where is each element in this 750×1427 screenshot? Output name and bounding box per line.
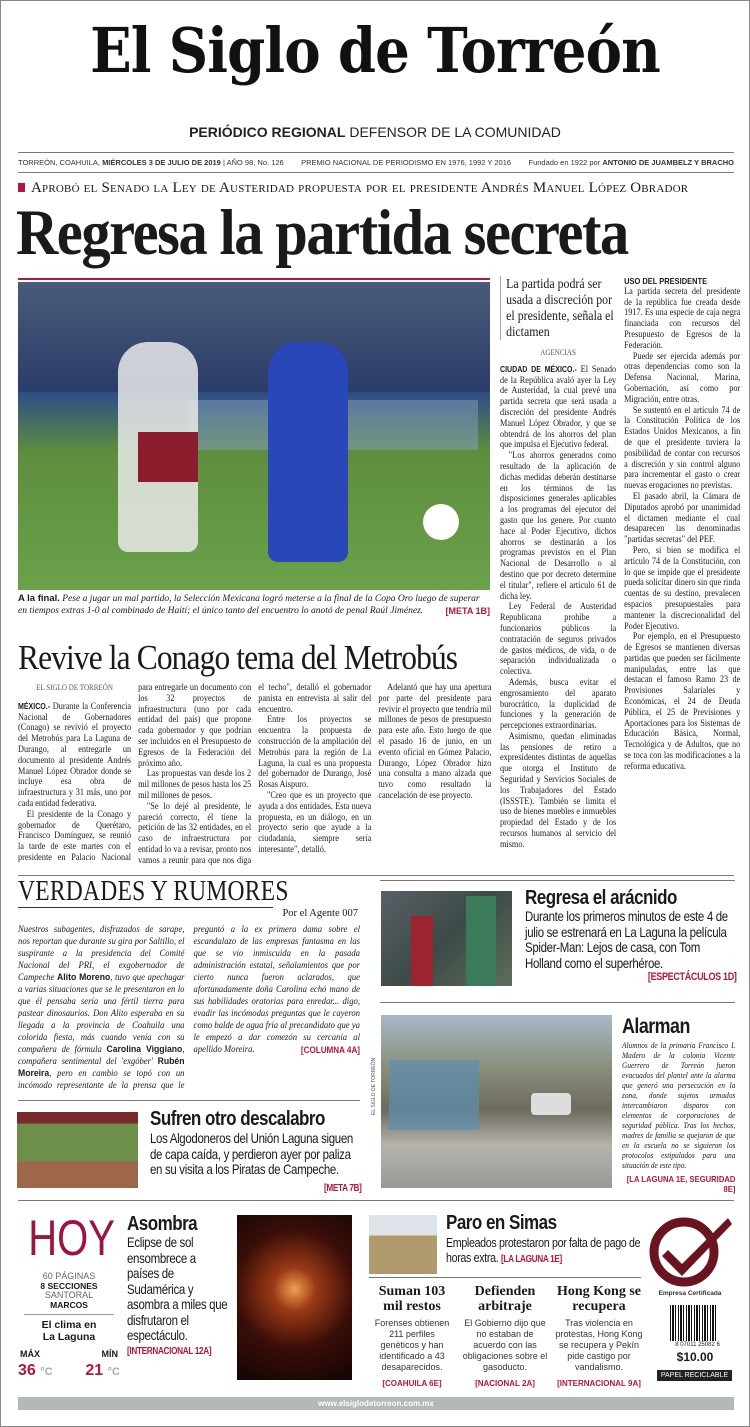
- divider: [380, 1002, 735, 1003]
- column-body: Nuestros subagentes, disfrazados de sarape, nos reportan que durante su gira por Saltillo, el suspirante a la presidencia del Comité Nacional del PRI, el exgobernador de Campeche Alito Moreno, tuvo que apechugar a varias situaciones que se le presentaron en lo que él pensaba sería una fértil tierra para pastear dinosaurios. Don Alito esperaba en su llegada a la provincia de Coahuila una colorida fiesta, más cuando venía con su compañera de fórmula Carolina Viggiano, compañera sentimental del 'exgóber' Rubén Moreira, pero en cambio se topó con un incómodo representante de la prensa que le preguntó a la ex primera dama sobre el escandalazo de las empresas fantasma en las que se vio inmiscuida en la pasada administración estatal, señalamientos que por cierto nunca fueron aclarados, que afortunadamente doña Carolina echó mano de sus habilidades oratorias para enredar... digo, evadir las incómodas preguntas que le cayeron como balde de agua fría al precandidato que ya le empezó a dar comezón su cercanía al apellido Moreira. [COLUMNA 4A]: [18, 924, 360, 1091]
- lead-byline: AGENCIAS: [540, 348, 576, 357]
- brief-item: [555, 1284, 643, 1388]
- divider: [18, 1200, 734, 1201]
- eclipse-photo[interactable]: [237, 1215, 352, 1380]
- aracnido-ref-link[interactable]: [ESPECTÁCULOS 1D]: [647, 971, 737, 983]
- award: PREMIO NACIONAL DE PERIODISMO EN 1976, 1992 Y 2016: [301, 158, 512, 167]
- brief-headline[interactable]: Hong Kong se recupera: [556, 1284, 641, 1314]
- asombra-ref-link[interactable]: [INTERNACIONAL 12A]: [127, 1345, 212, 1357]
- alarman-ref-link[interactable]: [LA LAGUNA 1E, SEGURIDAD 8E]: [626, 1174, 736, 1194]
- column-title: VERDADES Y RUMORES: [18, 876, 289, 907]
- conago-byline: EL SIGLO DE TORREÓN: [36, 683, 113, 692]
- divider: [380, 880, 735, 881]
- spiderman-photo[interactable]: [381, 891, 512, 986]
- footer-url-bar[interactable]: www.elsiglodetorreon.com.mx: [18, 1397, 734, 1410]
- edition-info: [18, 158, 734, 167]
- column-ref-link[interactable]: [COLUMNA 4A]: [300, 1045, 360, 1055]
- simas-photo[interactable]: [369, 1215, 437, 1274]
- brief-text: Tras violencia en protestas, Hong Kong se recupera y Pekín pide castigo por vandalismo.: [555, 1318, 643, 1372]
- alarman-headline[interactable]: Alarman: [622, 1015, 690, 1038]
- barcode-number: 8 07011 25082 6: [675, 1342, 720, 1348]
- tagline-rest: DEFENSOR DE LA COMUNIDAD: [349, 124, 561, 140]
- asombra-text: Eclipse de sol ensombrece a países de Sudamérica y asombra a miles que disfrutaron el espectáculo.: [127, 1234, 228, 1343]
- lead-body: La partida podrá ser usada a discreción por el presidente, señala el dictamen AGENCIAS CIUDAD DE MÉXICO.- El Senado de la República avaló ayer la Ley de Austeridad, la cual prevé una partida secreta que será usada a discreción del presidente Andrés Manuel López Obrador, y que se obtendrá de los ahorros del plan que impulsa el Ejecutivo federal. "Los ahorros generados como resultado de la aplicación de dichas medidas deberán destinarse en los términos de las disposiciones generales aplicables a los programas del ejecutor del gasto que los genere. Por cuanto hace al Poder Ejecutivo, dichos ahorros se destinarán a los programas previstos en el Plan Nacional de Desarrollo o al destino que por decreto determine el titular", refiere el artículo 61 de dicha ley. Ley Federal de Austeridad Republicana prohíbe a funcionarios públicos la contratación de seguros privados de gastos médicos, de vida, o de separación individualizada o colectiva. Además, busca evitar el engrosamiento del aparato burocrático, la duplicidad de funciones y la generación de percepciones extraordinarias. Asimismo, quedan eliminadas las pensiones de retiro a expresidentes distintas de aquellas que otorga el Instituto de Seguridad y Servicios Sociales de los Trabajadores del Estado (ISSSTE). También se limita el uso de bienes muebles e inmuebles propiedad del Estado y de los recursos humanos al servicio del mismo. USO DEL PRESIDENTE La partida secreta del presidente de la república fue creada desde 1917. Es una especie de caja negra financiada con recursos del Presupuesto de Egresos de la Federación. Puede ser ejercida además por otras dependencias como son la Defensa Nacional, Marina, Gobernación, así como por Migración, entre otras. Se sustentó en el artículo 74 de la Constitución Política de los Estados Unidos Mexicanos, a fin de que el presidente tuviera la posibilidad de contar con recursos a discreción y sin control alguno para incrementar el gasto o crear nuevas erogaciones no previstas. El pasado abril, la Cámara de Diputados aprobó por unanimidad el dictamen mediante el cual desaparecen las denominadas "partidas secretas" del PEF. Pero, si bien se modifica el artículo 74 de la Constitución, con lo que se impide que el presidente pueda solicitar dinero sin que rinda cuentas de su destino, prevalecen espacios presupuestales para mantener la discrecionalidad del Poder Ejecutivo. Por ejemplo, en el Presupuesto de Egresos se mantienen diversas partidas que pueden ser fácilmente manipuladas, entre las que destacan el famoso Ramo 23 de Provisiones Salariales y Económicas, el 24 de Deuda Pública, el 25 de Previsiones y Aportaciones para los Sistemas de Educación Básica, Normal, Tecnológica y de Adultos, que no se toca con las modificaciones a la reforma educativa.: [500, 276, 741, 850]
- brief-item: [369, 1284, 455, 1388]
- temperature: 36 °C 21 °C: [18, 1362, 120, 1379]
- aracnido-text: Durante los primeros minutos de este 4 de julio se estrenará en La Laguna la película Spider-Man: Lejos de casa, con Tom Holland como el superhéroe.: [525, 908, 728, 971]
- baseball-photo[interactable]: [17, 1112, 138, 1188]
- aracnido-block: [525, 909, 737, 984]
- divider: [18, 152, 734, 153]
- today-title: HOY: [28, 1210, 115, 1266]
- brief-item: [462, 1284, 548, 1388]
- column-author: Por el Agente 007: [282, 908, 358, 919]
- paro-headline[interactable]: Paro en Simas: [446, 1212, 557, 1234]
- caption-ref-link[interactable]: [META 1B]: [445, 605, 490, 616]
- barcode-icon: [670, 1305, 716, 1341]
- tagline: [0, 124, 750, 140]
- sufren-headline[interactable]: Sufren otro descalabro: [150, 1108, 325, 1130]
- conago-headline[interactable]: Revive la Conago tema del Metrobús: [18, 638, 458, 677]
- sufren-text: Los Algodoneros del Unión Laguna siguen de capa caída, y perdieron ayer por paliza en su visita a los Piratas de Campeche. [META 7B]: [150, 1131, 362, 1196]
- divider: [18, 907, 273, 908]
- iso-label: Empresa Certificada: [658, 1290, 722, 1297]
- divider: [18, 1100, 360, 1101]
- tagline-bold: PERIÓDICO REGIONAL: [189, 124, 346, 140]
- paro-ref-link[interactable]: [LA LAGUNA 1E]: [500, 1254, 562, 1265]
- soccer-photo[interactable]: [18, 282, 490, 590]
- alarman-block: [622, 1041, 735, 1194]
- brief-headline[interactable]: Suman 103 mil restos: [378, 1284, 446, 1314]
- lead-subhead: USO DEL PRESIDENTE: [624, 276, 708, 286]
- lead-deck: La partida podrá ser usada a discreción por el presidente, señala el dictamen: [500, 276, 616, 340]
- bullet-square-icon: [18, 183, 25, 192]
- brief-ref-link[interactable]: [COAHUILA 6E]: [382, 1379, 442, 1388]
- date-line: TORREÓN, COAHUILA, MIÉRCOLES 3 DE JULIO DE 2019 | AÑO 98, No. 126: [18, 158, 284, 167]
- today-box: HOY 60 PÁGINAS 8 SECCIONES SANTORAL MARCOS El clima en La Laguna MÁX MÍN 36 °C 21 °C: [18, 1210, 120, 1379]
- weather-title: El clima en La Laguna: [41, 1319, 97, 1343]
- masthead-logo: El Siglo de Torreón: [90, 14, 660, 87]
- photo-caption: A la final. Pese a jugar un mal partido, la Selección Mexicana logró meterse a la final de la Copa Oro luego de superar en tiempos extras 1-0 al combinado de Haití; el único tanto del encuentro lo anotó de penal Raúl Jiménez. [META 1B]: [18, 593, 490, 616]
- brief-text: El Gobierno dijo que no estaban de acuerdo con las obligaciones sobre el gasoducto.: [462, 1318, 548, 1372]
- sufren-ref-link[interactable]: [META 7B]: [323, 1182, 362, 1194]
- price: $10.00: [676, 1350, 714, 1364]
- iso-certified-seal-icon: [648, 1212, 736, 1288]
- paro-text: Empleados protestaron por falta de pago de horas extra. [LA LAGUNA 1E]: [446, 1235, 641, 1265]
- brief-ref-link[interactable]: [NACIONAL 2A]: [475, 1379, 535, 1388]
- brief-ref-link[interactable]: [INTERNACIONAL 9A]: [557, 1379, 641, 1388]
- asombra-headline[interactable]: Asombra: [127, 1213, 198, 1235]
- accent-rule: [18, 278, 490, 280]
- asombra-block: [127, 1235, 229, 1358]
- school-street-photo[interactable]: [381, 1015, 612, 1188]
- recycled-paper-badge: PAPEL RECICLABLE: [657, 1370, 732, 1381]
- alarman-text: Alumnos de la primaria Francisco I. Madero de la colonia Vicente Guerrero de Torreón fueron evacuados del plantel ante la alarma que generó una persecución en la zona, donde sujetos armados intercambiaron disparos con elementos de corporaciones de seguridad pública. Tras los hechos, madres de familia se quejaron de que en la escuela no se siguieron los protocolos estipulados para una situación de este tipo.: [622, 1041, 736, 1170]
- conago-body: EL SIGLO DE TORREÓN MÉXICO.- Durante la Conferencia Nacional de Gobernadores (Conago) se revivió el proyecto del Metrobús para La Laguna de Durango, al entregarle un documento al presidente Andrés Manuel López Obrador donde se incluye esa obra de infraestructura y 31 más, uno por cada entidad federativa. El presidente de la Conago y gobernador de Querétaro, Francisco Domínguez, se reunió la tarde de este martes con el presidente en Palacio Nacional para entregarle un documento con los 32 proyectos de infraestructura (uno por cada entidad del país) que propone cada gobernador y que podrían ser incluidos en el Presupuesto de Egresos de la Federación del próximo año. Las propuestas van desde los 2 mil millones de pesos hasta los 25 mil millones de pesos. "Se lo dejé al presidente, le pareció correcto, él tiene la petición de las 32 entidades, en el caso de infraestructura por entidad lo va a revisar, pronto nos vamos a reunir para que nos diga el techo", detalló el gobernador panista en entrevista al salir del encuentro. Entre los proyectos se encuentra la propuesta de construcción de la ampliación del Metrobús para la región de La Laguna, la cual es una propuesta del gobernador de Durango, José Rosas Aispuro. "Creo que es un proyecto que ayuda a dos entidades. Esta nueva propuesta, en un diálogo, en un proyecto serio que ayude a la ciudadanía, siempre sería interesante", detalló. Adelantó que hay una apertura por parte del presidente para revivir el proyecto que tendría mil millones de pesos de presupuesto para este año. Esto luego de que el pasado 16 de junio, en un evento oficial en Gómez Palacio, Durango, López Obrador hizo una consulta a mano alzada que tuvo como resultado la cancelación de ese proyecto.: [18, 683, 492, 866]
- lead-kicker: Aprobó el Senado la Ley de Austeridad propuesta por el presidente Andrés Manuel López Obrador: [18, 180, 688, 197]
- founded: Fundado en 1922 por ANTONIO DE JUAMBELZ Y BRACHO: [528, 158, 734, 167]
- brief-headline[interactable]: Defienden arbitraje: [474, 1284, 536, 1314]
- lead-headline[interactable]: Regresa la partida secreta: [16, 197, 628, 269]
- brief-text: Forenses obtienen 211 perfiles genéticos y han identificado a 43 desaparecidos.: [374, 1318, 450, 1372]
- divider: [18, 172, 734, 173]
- aracnido-headline[interactable]: Regresa el arácnido: [525, 887, 677, 909]
- divider: [369, 1277, 641, 1278]
- photo-credit: EL SIGLO DE TORREÓN: [371, 1057, 377, 1115]
